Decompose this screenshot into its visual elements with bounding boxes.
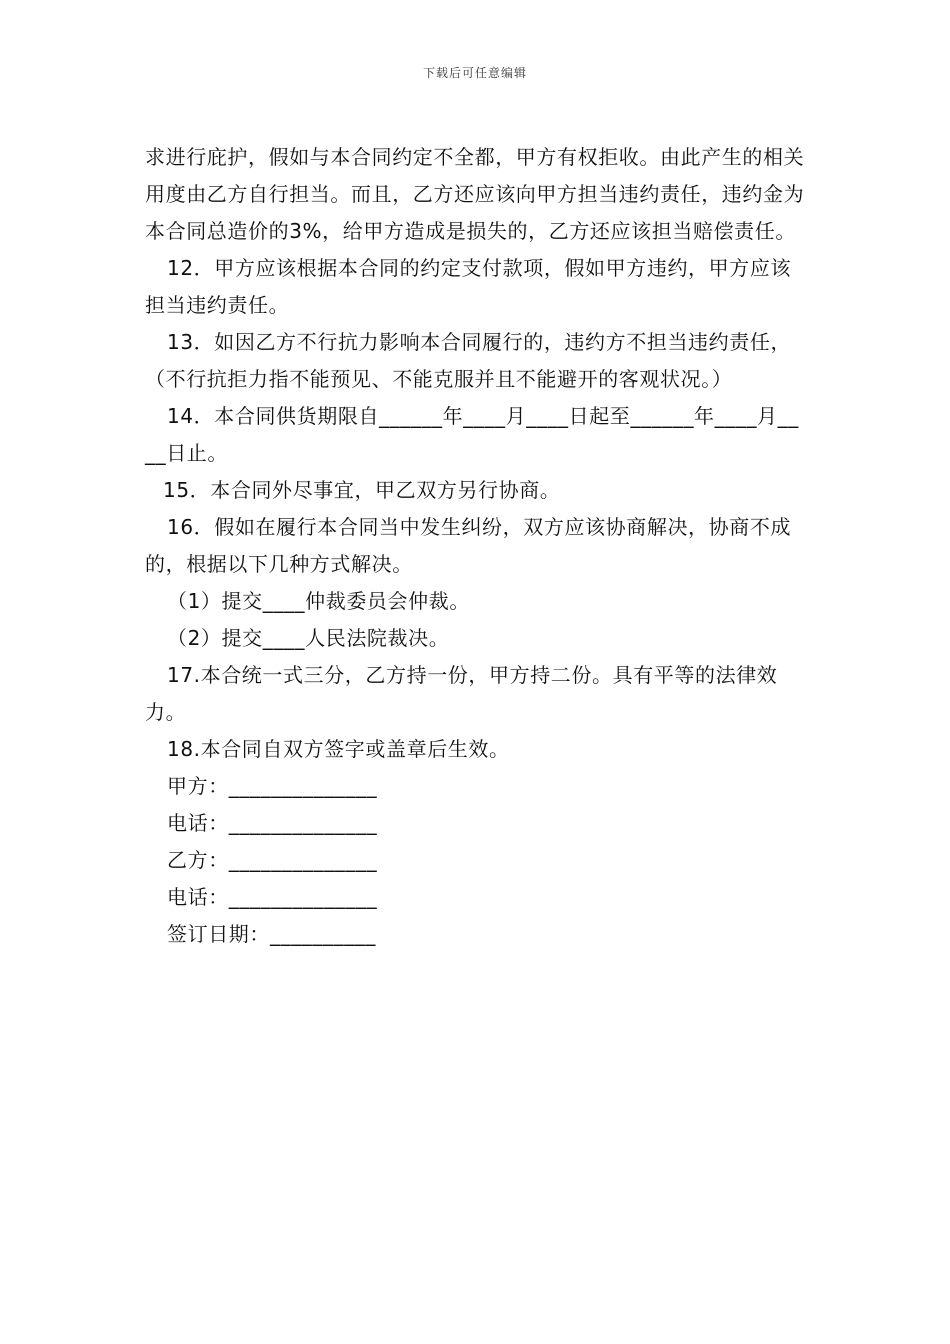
clause-13: 13．如因乙方不行抗力影响本合同履行的，违约方不担当违约责任，（不行抗拒力指不能预见、不能克服并且不能避开的客观状况。） xyxy=(145,330,792,391)
clause-16: 16．假如在履行本合同当中发生纠纷，双方应该协商解决，协商不成的，根据以下几种方式解决。 xyxy=(145,515,792,576)
clause-16-option-1: （1）提交____仲裁委员会仲裁。 xyxy=(167,589,470,613)
clause-16-option-2: （2）提交____人民法院裁决。 xyxy=(167,626,450,650)
clause-14: 14．本合同供货期限自______年____月____日起至______年____月____日止。 xyxy=(145,404,799,465)
paragraph-continuation: 求进行庇护，假如与本合同约定不全都，甲方有权拒收。由此产生的相关用度由乙方自行担当。而且，乙方还应该向甲方担当违约责任，违约金为本合同总造价的3%，给甲方造成是损失的，乙方还应该担当赔偿责任。 xyxy=(145,145,805,243)
clause-17: 17.本合统一式三分，乙方持一份，甲方持二份。具有平等的法律效力。 xyxy=(145,663,778,724)
document-body xyxy=(145,139,809,953)
page-header: 下载后可任意编辑 xyxy=(422,66,527,80)
signature-date: 签订日期：__________ xyxy=(167,922,376,946)
signature-phone-a: 电话：______________ xyxy=(167,811,378,835)
clause-18: 18.本合同自双方签字或盖章后生效。 xyxy=(167,737,510,761)
clause-12: 12．甲方应该根据本合同的约定支付款项，假如甲方违约，甲方应该担当违约责任。 xyxy=(145,256,792,317)
clause-15: 15．本合同外尽事宜，甲乙双方另行协商。 xyxy=(163,478,561,502)
signature-party-b: 乙方：______________ xyxy=(167,848,378,872)
signature-phone-b: 电话：______________ xyxy=(167,885,378,909)
signature-party-a: 甲方：______________ xyxy=(167,774,378,798)
